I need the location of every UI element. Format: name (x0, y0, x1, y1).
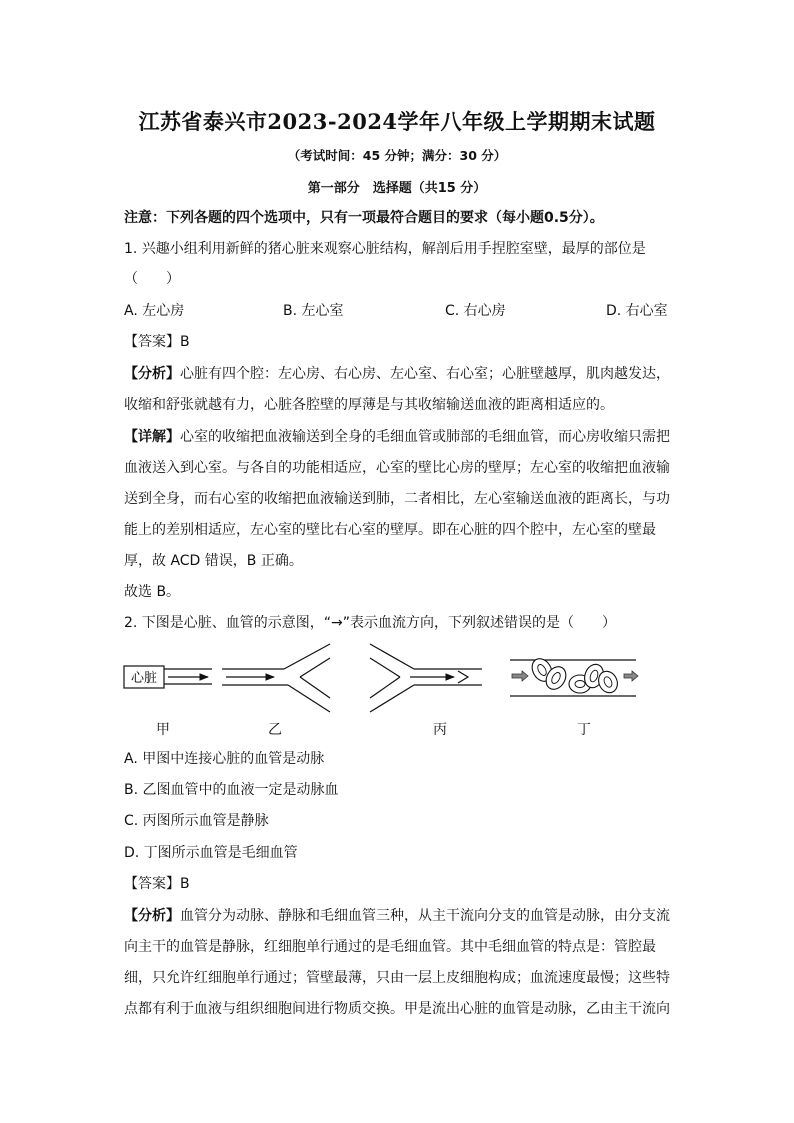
yi-branch-lower-outer (288, 685, 330, 712)
q1-analysis-line2: 收缩和舒张就越有力，心脏各腔壁的厚薄是与其收缩输送血液的距离相适应的。 (124, 397, 614, 413)
q2-analysis-text1: 血管分为动脉、静脉和毛细血管三种，从主干流向分支的血管是动脉，由分支流 (180, 908, 670, 924)
q1-detail-line1 (124, 426, 670, 446)
diagram-yi (222, 644, 330, 712)
bing-branch-lower-inner (370, 677, 400, 698)
page-title: 江苏省泰兴市2023-2024学年八年级上学期期末试题 (138, 109, 656, 134)
yi-branch-upper-inner (300, 658, 330, 677)
diagram-jia (124, 666, 212, 688)
q1-detail-line5: 厚，故 ACD 错误，B 正确。 (124, 553, 303, 569)
bing-branch-upper-inner (370, 658, 400, 677)
q1-stem-line2: （ ） (124, 271, 180, 287)
bing-branch-upper-outer (370, 644, 414, 669)
section-heading: 第一部分 选择题（共15 分） (307, 181, 487, 196)
exam-info: （考试时间：45 分钟；满分：30 分） (287, 148, 507, 163)
ding-arrow-right (624, 671, 638, 681)
diagram-label-ding: 丁 (577, 722, 591, 738)
q1-option-b: B. 左心室 (283, 303, 344, 319)
diagram-label-jia: 甲 (156, 722, 170, 738)
diagram-bing (370, 644, 482, 712)
q1-detail-line2: 血液送入到心室。与各自的功能相适应，心室的壁比心房的壁厚；左心室的收缩把血液输 (124, 460, 670, 476)
q1-detail-line4: 能上的差别相适应，左心室的壁比右心室的壁厚。即在心脏的四个腔中，左心室的壁最 (124, 522, 656, 538)
q1-stem-line1: 1. 兴趣小组利用新鲜的猪心脏来观察心脏结构，解剖后用手捏腔室壁，最厚的部位是 (124, 241, 646, 257)
diagram-ding (510, 655, 638, 696)
q2-answer: 【答案】B (124, 876, 190, 892)
q2-stem: 2. 下图是心脏、血管的示意图，“→”表示血流方向，下列叙述错误的是（ ） (124, 615, 617, 631)
q1-analysis-line1 (124, 363, 670, 383)
ding-arrow-left (512, 671, 528, 681)
q1-analysis-text1: 心脏有四个腔：左心房、右心房、左心室、右心室；心脏壁越厚，肌肉越发达， (180, 366, 670, 382)
diagram-label-bing: 丙 (433, 722, 447, 738)
q2-option-c: C. 丙图所示血管是静脉 (124, 813, 269, 829)
bing-arrow-head (458, 671, 468, 683)
vessel-diagram (118, 640, 658, 720)
q1-detail-line3: 送到全身，而右心室的收缩把血液输送到肺，二者相比，左心室输送血液的距离长，与功 (124, 491, 670, 507)
q1-answer: 【答案】B (124, 334, 190, 350)
q1-option-d: D. 右心室 (606, 303, 668, 319)
q1-detail-text1: 心室的收缩把血液输送到全身的毛细血管或肺部的毛细血管，而心房收缩只需把 (180, 429, 670, 445)
yi-branch-lower-inner (300, 677, 330, 698)
q2-analysis-line2: 向主干的血管是静脉，红细胞单行通过的是毛细血管。其中毛细血管的特点是：管腔最 (124, 939, 656, 955)
q2-analysis-line1 (124, 905, 670, 925)
yi-branch-upper-outer (284, 644, 330, 669)
q1-option-a: A. 左心房 (124, 303, 185, 319)
q1-detail-tag: 【详解】 (124, 429, 180, 445)
q2-option-d: D. 丁图所示血管是毛细血管 (124, 845, 298, 861)
q1-analysis-tag: 【分析】 (124, 366, 180, 382)
q1-conclusion: 故选 B。 (124, 584, 181, 600)
bing-branch-lower-outer (370, 685, 414, 712)
q2-option-b: B. 乙图血管中的血液一定是动脉血 (124, 782, 339, 798)
diagram-label-yi: 乙 (268, 722, 282, 738)
q1-option-c: C. 右心房 (445, 303, 506, 319)
q2-analysis-tag: 【分析】 (124, 908, 180, 924)
notice: 注意：下列各题的四个选项中，只有一项最符合题目的要求（每小题0.5分）。 (124, 210, 604, 226)
heart-label: 心脏 (130, 671, 158, 686)
q2-analysis-line3: 细，只允许红细胞单行通过；管壁最薄，只由一层上皮细胞构成；血流速度最慢；这些特 (124, 970, 670, 986)
q2-analysis-line4: 点都有利于血液与组织细胞间进行物质交换。甲是流出心脏的血管是动脉，乙由主干流向 (124, 1001, 670, 1017)
q2-option-a: A. 甲图中连接心脏的血管是动脉 (124, 751, 325, 767)
